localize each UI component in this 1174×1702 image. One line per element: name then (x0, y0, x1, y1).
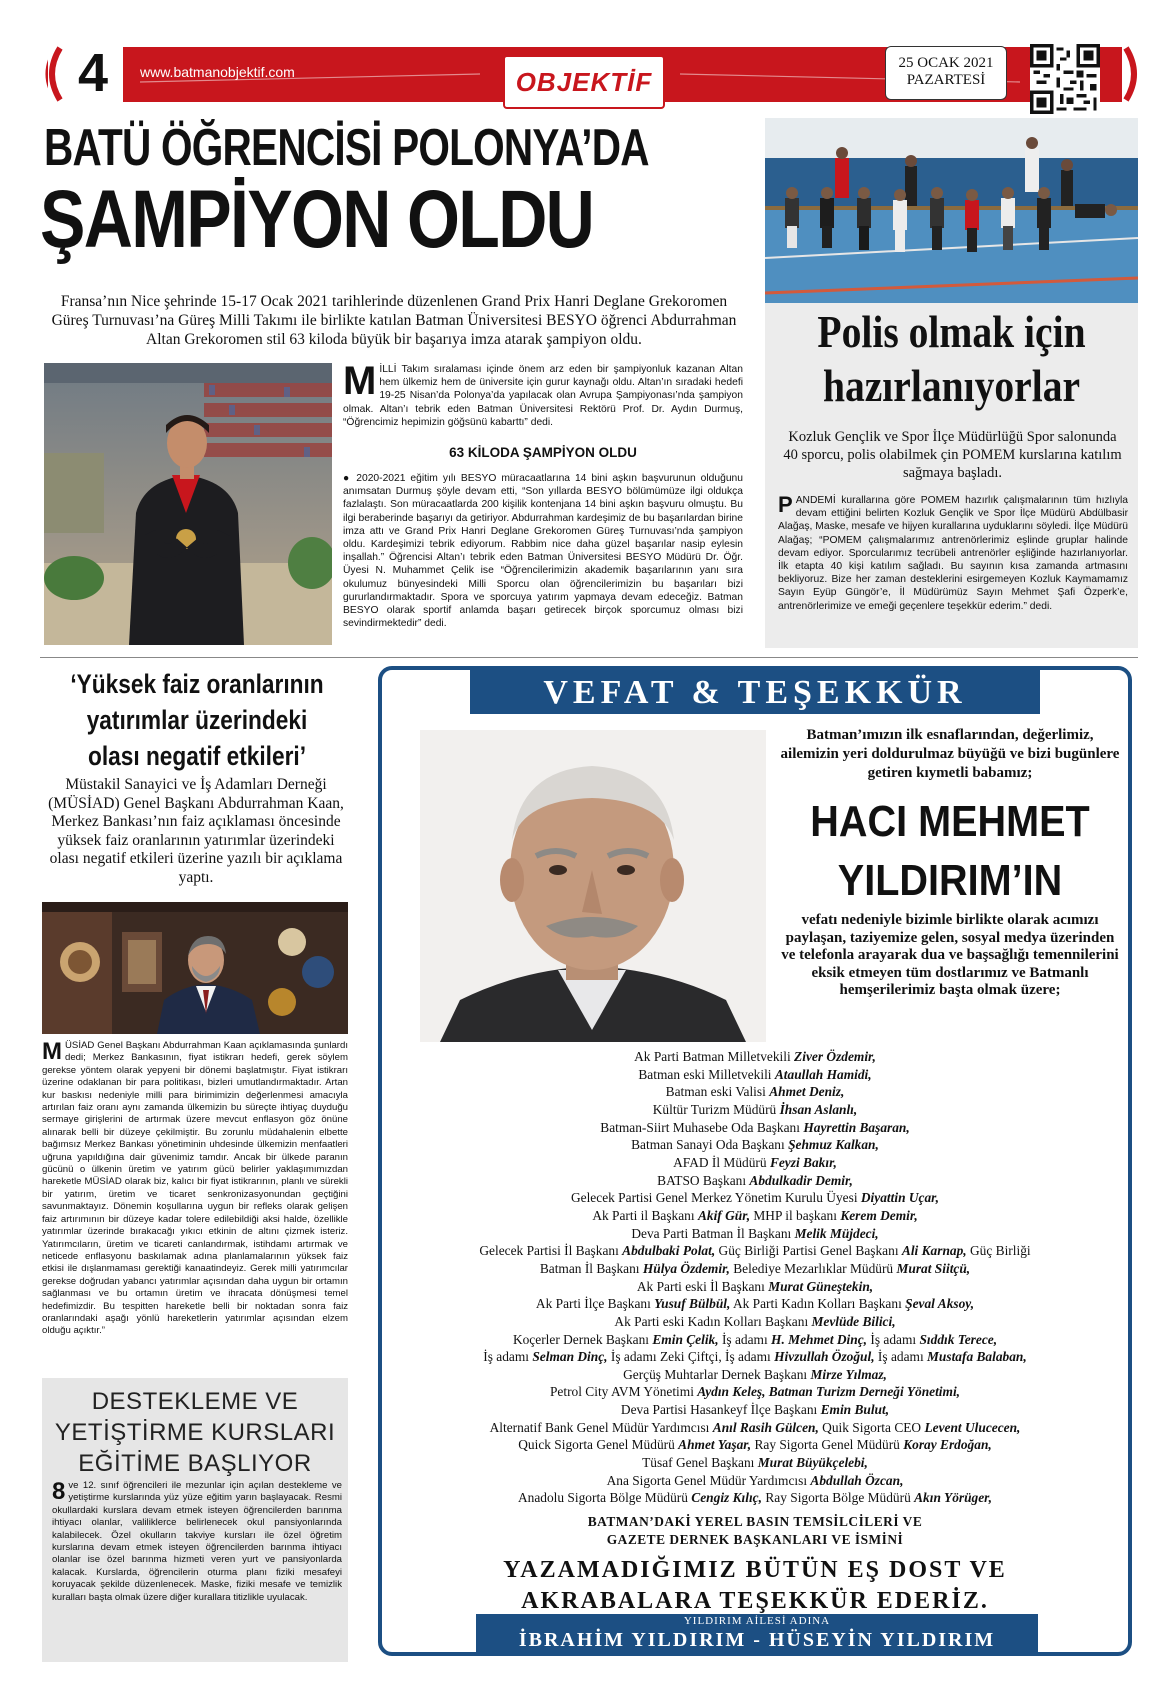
thanks-name: Emin Çelik, (652, 1331, 719, 1347)
thanks-title: Gerçüş Muhtarlar Dernek Başkanı (623, 1366, 811, 1382)
thanks-title: Güç Birliği (966, 1243, 1031, 1259)
thanks-name: Ali Karnap, (901, 1243, 967, 1259)
thanks-name: Cengiz Kılıç, (691, 1490, 762, 1506)
thanks-line (382, 1207, 1128, 1225)
issue-date (885, 46, 1007, 100)
thanks-line (382, 1348, 1128, 1366)
thanks-line (382, 1489, 1128, 1507)
thanks-name: Şeval Aksoy, (905, 1296, 975, 1312)
thanks-title: AFAD İl Müdürü (673, 1154, 770, 1170)
thanks-closing-line1: YAZAMADIĞIMIZ BÜTÜN EŞ DOST VE (503, 1557, 1007, 1583)
thanks-line (382, 1454, 1128, 1472)
thanks-line (382, 1436, 1128, 1454)
thanks-line (382, 1119, 1128, 1137)
thanks-title: Ak Parti İlçe Başkanı (535, 1296, 655, 1312)
signature-names: İBRAHİM YILDIRIM - HÜSEYİN YILDIRIM (518, 1629, 996, 1651)
thanks-name: Şehmuz Kalkan, (788, 1137, 879, 1153)
thanks-name: Abdulkadir Demir, (749, 1172, 853, 1188)
thanks-line (382, 1048, 1128, 1066)
thanks-name: Mustafa Balaban, (927, 1349, 1027, 1365)
faiz-article-lead: Müstakil Sanayici ve İş Adamları Derneği (MÜSİAD) Genel Başkanı Abdurrahman Kaan, Merkez Bankası’nın faiz açıklaması öncesinde yüksek faiz oranlarının yatırımlar üzerindeki olası negatif etkileri üzerine yazılı bir açıklama yaptı. (48, 776, 344, 886)
thanks-title: İş adamı (874, 1349, 928, 1365)
thanks-name: Melik Müjdeci, (794, 1225, 879, 1241)
thanks-closing-line2: AKRABALARA TEŞEKKÜR EDERİZ. (521, 1588, 989, 1614)
thanks-title: MHP il başkanı (750, 1207, 841, 1223)
thanks-line (382, 1331, 1128, 1349)
main-article-subheading: 63 KİLODA ŞAMPİYON OLDU (449, 445, 637, 460)
thanks-name: Murat Büyükçelebi, (757, 1455, 868, 1471)
thanks-name: Anıl Rasih Gülcen, (712, 1419, 819, 1435)
deceased-name-line2: YILDIRIM’IN (837, 856, 1063, 905)
thanks-name: Murat Siitçü, (896, 1260, 971, 1276)
thanks-name: Ziver Özdemir, (794, 1049, 876, 1064)
section-divider (40, 657, 1138, 658)
paragraph-text: İLLİ Takım sıralaması içinde önem arz eden bir şampiyonluk kazanan Altan hem ülkemiz hem de üniversite için gurur kaynağı oldu. Altan’ın sıradaki hedefi 19-25 Nisan’da Polonya’da yapılacak olan Avrupa Şampiyonası’nda şampiyon olmak. Altan’ı tebrik eden Batman Üniversitesi Rektörü Prof. Dr. Aydın Durmuş, “Öğrencimiz hepimizin göğsünü kabarttı” dedi. (343, 364, 743, 428)
thanks-name: Akın Yörüger, (914, 1490, 993, 1506)
dropcap: 8 (52, 1478, 66, 1505)
thanks-press-line1: BATMAN’DAKİ YEREL BASIN TEMSİLCİLERİ VE (587, 1514, 923, 1529)
thanks-line (382, 1189, 1128, 1207)
thanks-title: Ana Sigorta Genel Müdür Yardımcısı (606, 1472, 811, 1488)
paragraph-text: ve 12. sınıf öğrencileri ile mezunlar için açılan destekleme ve yetiştirme kurslarında yüz yüze eğitim yarın başlayacak. Resmi okullardaki kurslara devam etmek isteyen öğrencilerden barınma ihtiyacı olanlar, valiliklerce belirlenecek okul pansiyonlarında kalabilecek. Özel okulların takviye kursları ile özel öğretim kurslarına devam etmek isteyen öğrencilerden barınma ihtiyacı olanlar ise özel barınma hizmeti veren yurt ve pansiyonlarda kalacak. Kurslarda, öğrencilerin oturma planı fiziki mesafeyi koruyacak şekilde düzenlenecek. Maske, fiziki mesafe ve temizlik kuralları başta olmak üzere diğer kurallara titizlikle uyulacak. (52, 1480, 342, 1603)
thanks-line (382, 1136, 1128, 1154)
thanks-line (382, 1366, 1128, 1384)
signature-family: YILDIRIM AİLESİ ADINA (683, 1615, 831, 1627)
thanks-title: Anadolu Sigorta Bölge Müdürü (517, 1490, 692, 1506)
polis-article-body (778, 494, 1128, 613)
thanks-title: Tüsaf Genel Başkanı (642, 1455, 758, 1471)
page-number: 4 (77, 43, 109, 103)
main-article-lead: Fransa’nın Nice şehrinde 15-17 Ocak 2021 tarihlerinde düzenlenen Grand Prix Hanri Deglane Grekoromen Güreş Turnuvası’na Güreş Milli Takımı ile birlikte katılan Batman Üniversitesi BESYO öğrenci Abdurrahman Altan Grekoromen stil 63 kiloda büyük bir başarıya imza atarak şampiyon oldu. (51, 293, 737, 348)
thanks-title: Petrol City AVM Yönetimi (549, 1384, 698, 1400)
thanks-name: Yusuf Bülbül, (654, 1296, 731, 1312)
gym-photo (765, 118, 1138, 303)
dropcap: M (42, 1038, 62, 1065)
thanks-title: Koçerler Dernek Başkanı (512, 1331, 653, 1347)
wrestler-photo (44, 363, 332, 645)
thanks-line (382, 1101, 1128, 1119)
thanks-line (382, 1313, 1128, 1331)
paragraph-text: ÜSİAD Genel Başkanı Abdurrahman Kaan açıklamasında şunlardı dedi; Merkez Bankasının, fiyat istikrarı hedefi, gerek söylem gerekse yöntem olarak yepyeni bir dönemi başlatmıştır. Fiyat istikrarı üzerine odaklanan bir para politikası, bizleri umutlandırmaktadır. Artan kur baskısı nedeniyle milli para birimimizin değerlenmesi amacıyla artırılan faiz oranı aynı zamanda ülkemizin bu süreçte ihtiyaç duyduğu sermaye girişlerini de artırmak üzere mevcut enflasyon göz önüne alınarak belli bir düzeye çekilmiştir. Bu zorunlu müdahalenin elbette bağımsız Merkez Bankası yönetiminin uhdesinde ülkemizin menfaatleri uğruna yapıldığına dair güvenimiz tamdır. Ancak bir ülkede paranın gücünü o ülkenin üretim ve yatırım gücü belirler yaklaşımımızdan hareketle MÜSİAD olarak biz, kalıcı bir fiyat istikrarının, planlı ve sürekli bir yatırım, üretim ve ticaret senkronizasyonundan geçtiğini savunmaktayız. Dönemin koşullarına uygun bir refleks olarak gelişen faiz artırımının bir düzeye kadar tolere edilebildiği aksi halde, özellikle yatırımlar üzerinde bırakacağı yıkıcı etkinin de altını çizmek isteriz. Yatırımcıların, üretim ve ticareti canlandırmak, istihdamı artırmak ve neticede enflasyonu baskılamak adına planlamalarının yüksek faiz etkisi ile dışlanmaması gerektiği kanaatindeyiz. Gerek milli yatırımcılar gerekse doğrudan yabancı yatırımlar açısından daha uygun bir ortamın sağlanması ve bu ortamın üretim ve ihracata dönüşmesi temel hedefimizdir. Bu tespitten hareketle belli bir noktadan sonra faiz oranlarındaki aşağı yönlü hareketlerin yatırımlar açısından elzem olduğu açıktır.” (42, 1040, 348, 1337)
vefat-text: vefatı nedeniyle bizimle birlikte olarak acımızı paylaşan, taziyemize gelen, sosyal medya üzerinden ve telefonla arayarak dua ve başsağlığı temennilerini eksik etmeyen tüm dostlarımız ve Batmanlı hemşerilerimiz başta olmak üzere; (781, 912, 1119, 999)
thanks-name: Feyzi Bakır, (769, 1154, 837, 1170)
thanks-title: Ak Parti il Başkanı (592, 1207, 698, 1223)
thanks-line (382, 1083, 1128, 1101)
thanks-title: Gelecek Partisi İl Başkanı (479, 1243, 623, 1259)
thanks-line (382, 1419, 1128, 1437)
thanks-title: Batman İl Başkanı (539, 1260, 643, 1276)
thanks-title: Güç Birliği Partisi Genel Başkanı (715, 1243, 902, 1259)
qr-code-icon (1030, 44, 1100, 114)
thanks-title: İş adamı (718, 1331, 772, 1347)
thanks-name: Kerem Demir, (840, 1207, 918, 1223)
thanks-title: BATSO Başkanı (657, 1172, 750, 1188)
thanks-line (382, 1295, 1128, 1313)
thanks-title: Ak Parti Batman Milletvekili (634, 1049, 795, 1064)
thanks-title: Belediye Mezarlıklar Müdürü (729, 1260, 897, 1276)
thanks-name: Abdullah Özcan, (810, 1472, 904, 1488)
thanks-name: Aydın Keleş, Batman Turizm Derneği Yönetimi, (697, 1384, 961, 1400)
thanks-title: Batman-Siirt Muhasebe Oda Başkanı (600, 1119, 804, 1135)
thanks-name: Sıddık Terece, (919, 1331, 998, 1347)
issue-date-day: 25 OCAK 2021 (898, 55, 994, 71)
thanks-name: Mevlüde Bilici, (811, 1313, 896, 1329)
thanks-line (382, 1172, 1128, 1190)
thanks-name: Levent Ulucecen, (924, 1419, 1021, 1435)
thanks-name: Ahmet Deniz, (769, 1084, 845, 1100)
thanks-name: İhsan Aslanlı, (779, 1101, 858, 1117)
thanks-title: Ak Parti Kadın Kolları Başkanı (730, 1296, 906, 1312)
main-headline-line1: BATÜ ÖĞRENCİSİ POLONYA’DA (44, 119, 649, 177)
thanks-name: Koray Erdoğan, (903, 1437, 992, 1453)
dropcap: P (778, 492, 793, 517)
thanks-title: Batman eski Valisi (665, 1084, 770, 1100)
thanks-name: H. Mehmet Dinç, (771, 1331, 868, 1347)
thanks-title: Deva Partisi Hasankeyf İlçe Başkanı (620, 1402, 821, 1418)
thanks-title: Ray Sigorta Bölge Müdürü (761, 1490, 915, 1506)
main-article-paragraph-2: ● 2020-2021 eğitim yılı BESYO müracaatlarına 14 bini aşkın başvurunun olduğunu anımsatan Durmuş şöyle devam etti, “Son yıllarda BESYO bölümümüze ilgi oldukça fazlalaştı. Son müracaatlarda 200 kişilik kontenjana 14 bini aşkın başvuru olmuştu. Bu ilgi beraberinde başarıyı da getiriyor. Abdurrahman kardeşimiz de bu başarılardan birine imza attı ve Grand Prix Hanri Deglane Grekoromen Güreş Turnuvası’nda şampiyon oldu. Kardeşimizi tebrik ediyorum. Rabbim nice daha güzel başarılar nasip eylesin inşallah.” Öğrencisi Altan’ı tebrik eden Batman Üniversitesi BESYO Müdürü Dr. Öğr. Üyesi N. Muhammet Çelik ise “Öğrencilerimizin akademik başarılarının yanı sıra okulumuz bünyesindeki Milli Sporcu olan öğrencilerimizin bu başarıları bizi gururlandırmaktadır. Spora ve sporcuya yatırım yapmaya devam edeceğiz. Batman BESYO olarak sportif anlamda başarı getirecek birçok sporcumuz olması bizi sevindirmektedir” dedi. (343, 473, 743, 630)
thanks-list (382, 1048, 1128, 1507)
faiz-article-body (42, 1040, 348, 1338)
thanks-name: Hülya Özdemir, (642, 1260, 730, 1276)
vefat-title: VEFAT & TEŞEKKÜR (543, 674, 967, 711)
thanks-title: Batman Sanayi Oda Başkanı (631, 1137, 789, 1153)
thanks-name: Diyattin Uçar, (860, 1190, 940, 1206)
thanks-title: Ak Parti eski İl Başkanı (636, 1278, 769, 1294)
kurs-article-title: DESTEKLEME VE YETİŞTİRME KURSLARI EĞİTİME BAŞLIYOR (54, 1388, 336, 1477)
thanks-title: Quick Sigorta Genel Müdürü (518, 1437, 679, 1453)
thanks-press (382, 1513, 1128, 1548)
vefat-intro: Batman’ımızın ilk esnaflarından, değerlimiz, ailemizin yeri doldurulmaz büyüğü ve bizi bugünlere getiren kıymetli babamız; (780, 727, 1120, 781)
polis-article-lead: Kozluk Gençlik ve Spor İlçe Müdürlüğü Spor salonunda 40 sporcu, polis olabilmek çin POMEM kurslarına katılım sağmaya başladı. (783, 429, 1122, 481)
thanks-line (382, 1383, 1128, 1401)
thanks-line (382, 1260, 1128, 1278)
thanks-line (382, 1225, 1128, 1243)
polis-article-title: Polis olmak için hazırlanıyorlar (817, 306, 1086, 411)
logo-text: OBJEKTİF (515, 67, 653, 97)
thanks-title: Ray Sigorta Genel Müdürü (751, 1437, 904, 1453)
thanks-title: Quik Sigorta CEO (818, 1419, 925, 1435)
thanks-name: Murat Güneştekin, (768, 1278, 874, 1294)
thanks-line (382, 1066, 1128, 1084)
main-article-paragraph-1 (343, 359, 743, 429)
thanks-name: Hivzullah Özoğul, (774, 1349, 875, 1365)
thanks-name: Ahmet Yaşar, (678, 1437, 752, 1453)
thanks-title: Gelecek Partisi Genel Merkez Yönetim Kurulu Üyesi (570, 1190, 861, 1206)
kurs-article-body (52, 1480, 342, 1604)
thanks-name: Selman Dinç, (532, 1349, 608, 1365)
paragraph-text: ANDEMİ kurallarına göre POMEM hazırlık çalışmalarının tüm hızlıyla devam ettiğini belirten Kozluk Gençlik ve Spor İlçe Müdürü Abdülbasir Alağaş, Maske, mesafe ve hijyen kurallarına uyduklarını söyledi. İlçe Müdürü Alağaş; “POMEM çalışmalarımız antrenörlerimiz eşlinde gruplar halinde devam ediyor. Sporcularımız tecrübeli antrenörler eşliğinde hazırlanıyorlar. İlk etapta 40 kişi katılım sağladı. Bu sayının kısa zamanda artmasını bekliyoruz. Bize her zaman desteklerini esirgemeyen Kozluk Kaymamamız Sayın Eyüp Güngör’e, İl Müdürümüz Sayın Mehmet Şafi Özperk’e, antrenörlerimize ve emeği geçenlere teşekkür ederim.” dedi. (778, 495, 1128, 612)
thanks-title: İş adamı (867, 1331, 920, 1347)
thanks-name: Akif Gür, (697, 1207, 751, 1223)
thanks-title: İş adamı Zeki Çiftçi, İş adamı (607, 1349, 775, 1365)
thanks-name: Mirze Yılmaz, (810, 1366, 887, 1382)
thanks-line (382, 1278, 1128, 1296)
deceased-portrait-photo (420, 730, 766, 1042)
faiz-article-title: ‘Yüksek faiz oranlarının yatırımlar üzerindeki olası negatif etkileri’ (70, 669, 324, 771)
newspaper-logo (503, 55, 665, 109)
thanks-line (382, 1154, 1128, 1172)
main-headline-line2: ŞAMPİYON OLDU (40, 174, 594, 265)
thanks-name: Hayrettin Başaran, (803, 1119, 910, 1135)
thanks-closing (382, 1555, 1128, 1617)
thanks-line (382, 1401, 1128, 1419)
thanks-title: İş adamı (483, 1349, 533, 1365)
musiad-president-photo (42, 902, 348, 1034)
thanks-name: Emin Bulut, (820, 1402, 890, 1418)
thanks-line (382, 1242, 1128, 1260)
thanks-title: Alternatif Bank Genel Müdür Yardımcısı (489, 1419, 713, 1435)
thanks-title: Kültür Turizm Müdürü (652, 1101, 780, 1117)
dropcap: M (343, 359, 377, 403)
thanks-line (382, 1472, 1128, 1490)
thanks-title: Ak Parti eski Kadın Kolları Başkanı (614, 1313, 812, 1329)
thanks-name: Ataullah Hamidi, (774, 1066, 872, 1082)
deceased-name-line1: HACI MEHMET (810, 797, 1090, 846)
issue-date-weekday: PAZARTESİ (906, 72, 986, 88)
thanks-title: Batman eski Milletvekili (638, 1066, 775, 1082)
website-link[interactable]: www.batmanobjektif.com (140, 64, 295, 80)
thanks-press-line2: GAZETE DERNEK BAŞKANLARI VE İSMİNİ (606, 1531, 904, 1547)
thanks-name: Abdulbaki Polat, (622, 1243, 716, 1259)
thanks-title: Deva Parti Batman İl Başkanı (631, 1225, 795, 1241)
